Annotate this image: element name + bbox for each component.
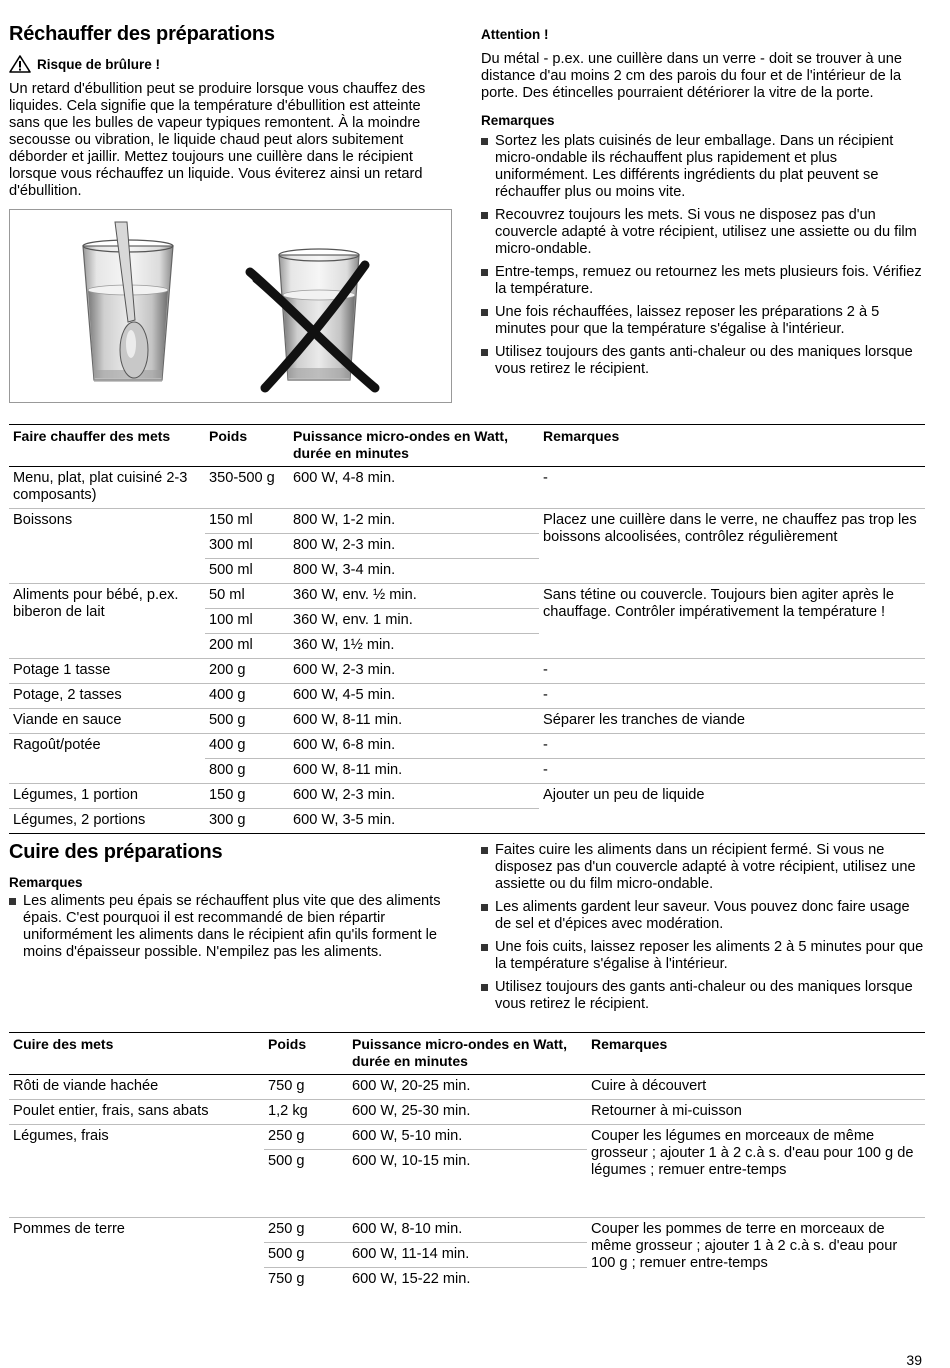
table-cell: 400 g (205, 684, 289, 709)
table-cell: 800 W, 3-4 min. (289, 559, 539, 584)
list-item: Sortez les plats cuisinés de leur emballage. Dans un récipient micro-ondable ils réchauffent plus rapidement et plus uniformément. Les différents ingrédients du plat peuvent se réchauffer plus ou moins vite. (481, 133, 925, 201)
list-item: Utilisez toujours des gants anti-chaleur ou des maniques lorsque vous retirez le récipient. (481, 979, 925, 1013)
table-cell: 50 ml (205, 584, 289, 609)
remarks-heading: Remarques (481, 113, 555, 128)
table-cell: Couper les pommes de terre en morceaux de même grosseur ; ajouter 1 à 2 c.à s. d'eau pour 100 g ; remuer entre-temps (591, 1221, 898, 1271)
glass-with-spoon-icon (83, 222, 173, 382)
table-cell: Boissons (9, 509, 205, 584)
table-cell: Sans tétine ou couvercle. Toujours bien agiter après le chauffage. Contrôler impérativement la température ! (539, 584, 925, 659)
table-cell: 600 W, 20-25 min. (348, 1075, 587, 1100)
section-reheat (9, 22, 449, 200)
table-cell: Aliments pour bébé, p.ex. biberon de lait (9, 584, 205, 659)
table-cell: 360 W, env. 1 min. (289, 609, 539, 634)
table-cell: Couper les légumes en morceaux de même grosseur ; ajouter 1 à 2 c.à s. d'eau pour 100 g de légumes ; remuer entre-temps (587, 1125, 925, 1218)
table-cell: Retourner à mi-cuisson (587, 1100, 925, 1125)
table-cell: Légumes, frais (9, 1125, 264, 1218)
table-cell: 500 g (205, 709, 289, 734)
list-item: Les aliments peu épais se réchauffent plus vite que des aliments épais. C'est pourquoi il est recommandé de bien répartir uniformément les aliments dans le récipient afin qu'ils forment le moins d'épaisseur possible. N'empilez pas les aliments. (9, 893, 449, 961)
table-cell: 150 g (205, 784, 289, 809)
table-cell: Viande en sauce (9, 709, 205, 734)
table-cell: Menu, plat, plat cuisiné 2-3 composants) (9, 467, 205, 509)
table-cell: - (539, 467, 925, 509)
table-cell: Ajouter un peu de liquide (539, 784, 925, 834)
table-cell: 600 W, 5-10 min. (348, 1125, 587, 1150)
table-cell: Rôti de viande hachée (9, 1075, 264, 1100)
reheat-table-wrapper (9, 424, 925, 834)
table-cell: Potage 1 tasse (9, 659, 205, 684)
warning-paragraph: Un retard d'ébullition peut se produire lorsque vous chauffez des liquides. Cela signifie que la température d'ébullition est atteinte sans que les bulles de vapeur typiques remontent. À la moindre secousse ou vibration, le liquide chaud peut alors subitement déborder et jaillir. Mettez toujours une cuillère dans le récipient lorsque vous réchauffez un liquide. Vous éviterez ainsi un retard d'ébullition. (9, 81, 426, 199)
cook-remarks-right-list (481, 842, 925, 1013)
table-cell: Séparer les tranches de viande (539, 709, 925, 734)
table-cell: 300 ml (205, 534, 289, 559)
table-row (9, 1218, 925, 1243)
table-cell: Cuire à découvert (587, 1075, 925, 1100)
table-row (9, 684, 925, 709)
table-cell: Pommes de terre (13, 1221, 125, 1237)
table-cell: 600 W, 10-15 min. (348, 1150, 587, 1218)
table-cell: 300 g (205, 809, 289, 834)
cook-remarks-left-list (9, 893, 449, 961)
table-cell: - (539, 759, 925, 784)
table-cell: Poulet entier, frais, sans abats (9, 1100, 264, 1125)
glasses-illustration (10, 210, 451, 402)
table-cell: 750 g (264, 1075, 348, 1100)
table-cell: 500 ml (205, 559, 289, 584)
table-cell: 500 g (264, 1243, 348, 1268)
list-item: Recouvrez toujours les mets. Si vous ne disposez pas d'un couvercle adapté à votre récipient, utilisez une assiette ou du film micro-ondable. (481, 207, 925, 258)
table-cell: 800 W, 1-2 min. (289, 509, 539, 534)
table-cell: 600 W, 15-22 min. (352, 1271, 471, 1287)
table-row (9, 784, 925, 809)
table-row (9, 509, 925, 534)
column-header: Faire chauffer des mets (9, 425, 205, 467)
table-cell: 200 g (205, 659, 289, 684)
table-cell: 600 W, 8-11 min. (289, 759, 539, 784)
table-cell: 350-500 g (205, 467, 289, 509)
table-cell: 360 W, 1½ min. (289, 634, 539, 659)
table-cell: - (539, 684, 925, 709)
reheat-table (9, 424, 925, 834)
column-header: Remarques (587, 1033, 925, 1075)
table-row (9, 1100, 925, 1125)
table-cell: 500 g (264, 1150, 348, 1218)
page-number: 39 (906, 1352, 922, 1368)
table-cell: Légumes, 2 portions (9, 809, 205, 834)
table-cell: 250 g (264, 1218, 348, 1243)
table-cell: 600 W, 25-30 min. (348, 1100, 587, 1125)
table-cell: Ragoût/potée (9, 734, 205, 784)
table-cell: Placez une cuillère dans le verre, ne chauffez pas trop les boissons alcoolisées, contrôlez régulièrement (539, 509, 925, 584)
table-cell: 250 g (264, 1125, 348, 1150)
table-header-row (9, 1033, 925, 1075)
section-cook (9, 840, 449, 967)
table-cell: 200 ml (205, 634, 289, 659)
table-cell: 800 g (205, 759, 289, 784)
table-cell: 600 W, 2-3 min. (289, 659, 539, 684)
table-row (9, 734, 925, 759)
table-row (9, 659, 925, 684)
table-cell: 600 W, 4-5 min. (289, 684, 539, 709)
column-header: Remarques (539, 425, 925, 467)
table-row (9, 1075, 925, 1100)
table-cell: 400 g (205, 734, 289, 759)
table-cell: 750 g (268, 1271, 305, 1287)
table-cell: Potage, 2 tasses (9, 684, 205, 709)
list-item: Faites cuire les aliments dans un récipient fermé. Si vous ne disposez pas d'un couvercle adapté à votre récipient, utilisez une assiette ou du film micro-ondable. (481, 842, 925, 893)
table-row (9, 709, 925, 734)
table-cell: 600 W, 8-10 min. (348, 1218, 587, 1243)
cook-remarks-right (481, 842, 925, 1019)
column-header: Puissance micro-ondes en Watt, durée en minutes (348, 1033, 587, 1075)
table-cell: 600 W, 3-5 min. (289, 809, 539, 834)
table-cell: 800 W, 2-3 min. (289, 534, 539, 559)
attention-text: Du métal - p.ex. une cuillère dans un verre - doit se trouver à une distance d'au moins 2 cm des parois du four et de l'intérieur de la porte. Des étincelles pourraient détériorer la vitre de la porte. (481, 51, 903, 101)
list-item: Utilisez toujours des gants anti-chaleur ou des maniques lorsque vous retirez le récipient. (481, 344, 925, 378)
table-cell: 360 W, env. ½ min. (289, 584, 539, 609)
table-cell: 100 ml (205, 609, 289, 634)
cook-remarks-heading: Remarques (9, 875, 83, 890)
figure-glasses (9, 209, 452, 403)
cook-table (9, 1032, 925, 1292)
section-title-reheat: Réchauffer des préparations (9, 23, 275, 45)
remarks-list (481, 133, 925, 378)
table-row (9, 467, 925, 509)
attention-heading: Attention ! (481, 27, 549, 42)
column-header: Puissance micro-ondes en Watt, durée en minutes (289, 425, 539, 467)
table-cell: Légumes, 1 portion (9, 784, 205, 809)
reheat-notes (481, 26, 925, 384)
table-cell: 1,2 kg (264, 1100, 348, 1125)
warning-label: Risque de brûlure ! (37, 56, 161, 72)
section-title-cook: Cuire des préparations (9, 841, 223, 863)
list-item: Entre-temps, remuez ou retournez les mets plusieurs fois. Vérifiez la température. (481, 264, 925, 298)
table-cell: - (539, 659, 925, 684)
warning-heading (9, 55, 449, 73)
column-header: Cuire des mets (9, 1033, 264, 1075)
table-row (9, 584, 925, 609)
table-cell: 600 W, 4-8 min. (289, 467, 539, 509)
table-cell: 600 W, 2-3 min. (289, 784, 539, 809)
table-cell: 600 W, 8-11 min. (289, 709, 539, 734)
table-cell: - (539, 734, 925, 759)
table-cell: 150 ml (205, 509, 289, 534)
column-header: Poids (205, 425, 289, 467)
table-header-row (9, 425, 925, 467)
table-cell: 600 W, 6-8 min. (289, 734, 539, 759)
column-header: Poids (264, 1033, 348, 1075)
cook-table-wrapper (9, 1032, 925, 1292)
list-item: Une fois cuits, laissez reposer les aliments 2 à 5 minutes pour que la température s'égalise à l'intérieur. (481, 939, 925, 973)
list-item: Une fois réchauffées, laissez reposer les préparations 2 à 5 minutes pour que la température s'égalise à l'intérieur. (481, 304, 925, 338)
table-row (9, 1125, 925, 1150)
table-cell: 600 W, 11-14 min. (348, 1243, 587, 1268)
warning-triangle-icon (9, 55, 31, 73)
list-item: Les aliments gardent leur saveur. Vous pouvez donc faire usage de sel et d'épices avec modération. (481, 899, 925, 933)
